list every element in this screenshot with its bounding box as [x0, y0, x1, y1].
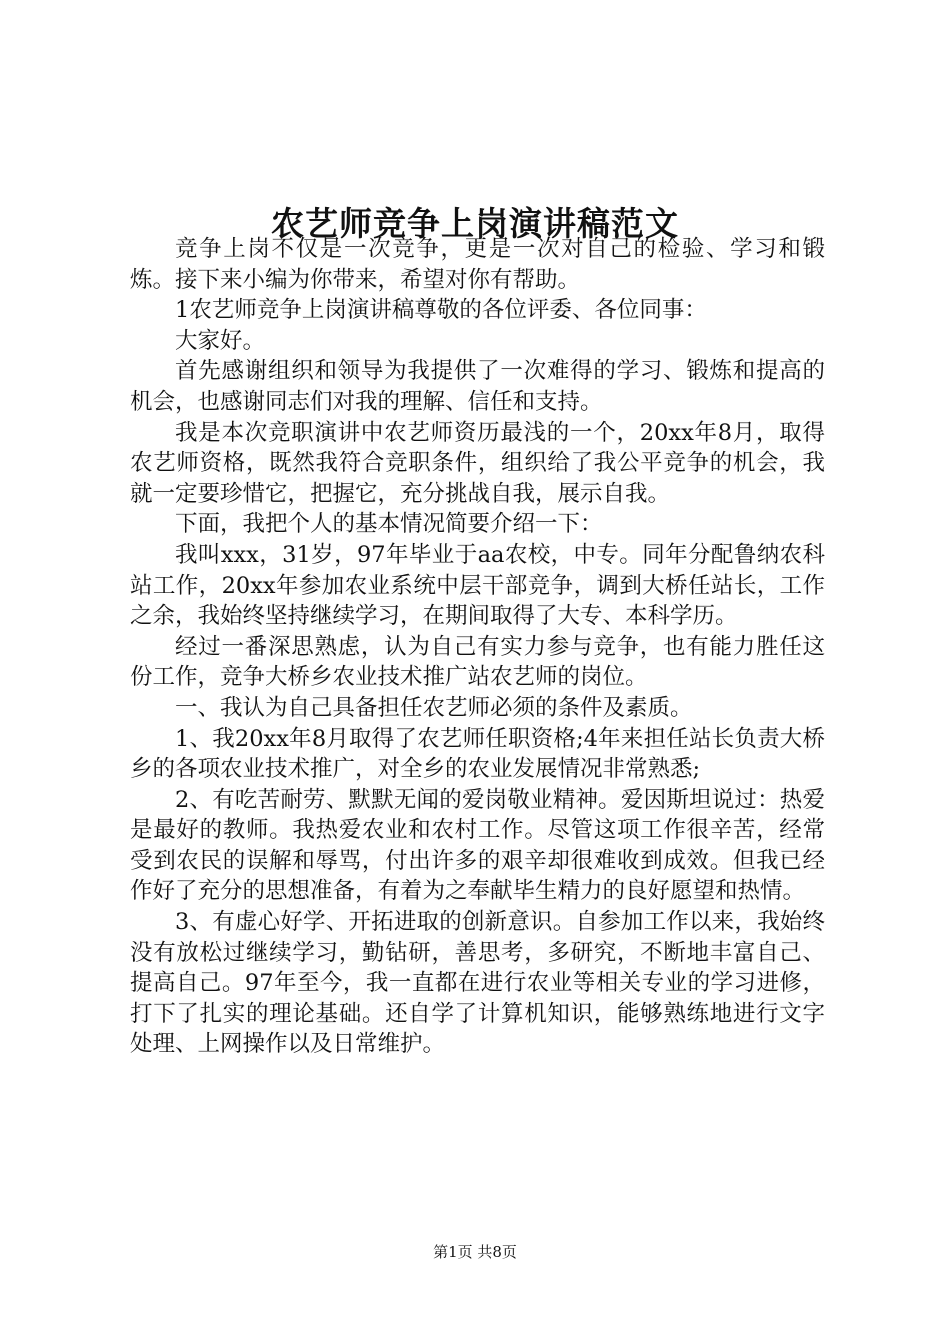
paragraph: 2、有吃苦耐劳、默默无闻的爱岗敬业精神。爱因斯坦说过：热爱是最好的教师。我热爱农业和农村工作。尽管这项工作很辛苦，经常受到农民的误解和辱骂，付出许多的艰辛却很难收到成效。但我已经作好了充分的思想准备，有着为之奉献毕生精力的良好愿望和热情。 [130, 786, 825, 905]
paragraph: 3、有虚心好学、开拓进取的创新意识。自参加工作以来，我始终没有放松过继续学习，勤钻研，善思考，多研究，不断地丰富自己、提高自己。97年至今，我一直都在进行农业等相关专业的学习进修，打下了扎实的理论基础。还自学了计算机知识，能够熟练地进行文字处理、上网操作以及日常维护。 [130, 909, 825, 1058]
paragraph: 1、我20xx年8月取得了农艺师任职资格;4年来担任站长负责大桥乡的各项农业技术推广，对全乡的农业发展情况非常熟悉; [130, 725, 825, 783]
paragraph: 1农艺师竞争上岗演讲稿尊敬的各位评委、各位同事： [175, 297, 707, 324]
paragraph: 经过一番深思熟虑，认为自己有实力参与竞争，也有能力胜任这份工作，竞争大桥乡农业技术推广站农艺师的岗位。 [130, 633, 825, 691]
paragraph: 竞争上岗不仅是一次竞争，更是一次对自己的检验、学习和锻炼。接下来小编为你带来，希望对你有帮助。 [130, 236, 825, 293]
paragraph: 大家好。 [175, 327, 266, 354]
page-footer: 第1页 共8页 [433, 1243, 517, 1261]
paragraph: 我叫xxx，31岁，97年毕业于aa农校，中专。同年分配鲁纳农科站工作，20xx年参加农业系统中层干部竞争，调到大桥任站长，工作之余，我始终坚持继续学习，在期间取得了大专、本科学历。 [130, 541, 825, 630]
paragraph: 一、我认为自己具备担任农艺师必须的条件及素质。 [175, 694, 693, 721]
paragraph: 我是本次竞职演讲中农艺师资历最浅的一个，20xx年8月，取得农艺师资格，既然我符合竞职条件，组织给了我公平竞争的机会，我就一定要珍惜它，把握它，充分挑战自我，展示自我。 [130, 419, 825, 507]
paragraph: 首先感谢组织和领导为我提供了一次难得的学习、锻炼和提高的机会，也感谢同志们对我的理解、信任和支持。 [130, 358, 825, 415]
document-body [130, 234, 825, 1060]
paragraph: 下面，我把个人的基本情况简要介绍一下： [175, 511, 603, 538]
document-title: 农艺师竞争上岗演讲稿范文 [271, 204, 679, 244]
